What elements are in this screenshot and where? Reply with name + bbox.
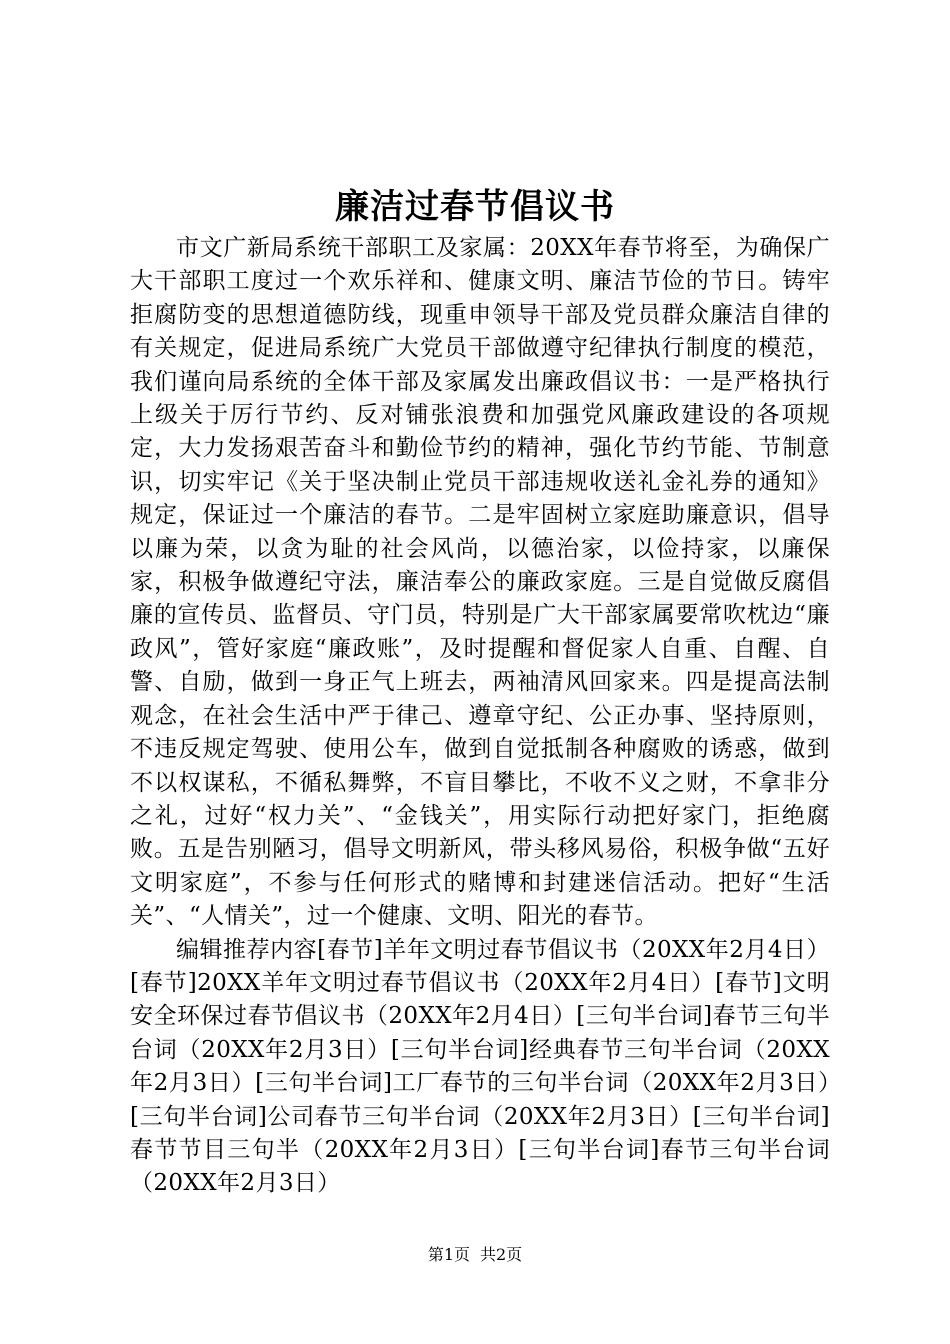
page-number: 第1页 [427, 1245, 470, 1264]
page-footer [0, 1244, 950, 1266]
recommended-content-paragraph: 编辑推荐内容[春节]羊年文明过春节倡议书（20XX年2月4日）[春节]20XX羊年文明过春节倡议书（20XX年2月4日）[春节]文明安全环保过春节倡议书（20XX年2月4日）[三句半台词]春节三句半台词（20XX年2月3日）[三句半台词]经典春节三句半台词（20XX年2月3日）[三句半台词]工厂春节的三句半台词（20XX年2月3日）[三句半台词]公司春节三句半台词（20XX年2月3日）[三句半台词]春节节目三句半（20XX年2月3日）[三句半台词]春节三句半台词（20XX年2月3日） [130, 936, 830, 1197]
body-paragraph: 市文广新局系统干部职工及家属：20XX年春节将至，为确保广大干部职工度过一个欢乐祥和、健康文明、廉洁节俭的节日。铸牢拒腐防变的思想道德防线，现重申领导干部及党员群众廉洁自律的有关规定，促进局系统广大党员干部做遵守纪律执行制度的模范，我们谨向局系统的全体干部及家属发出廉政倡议书：一是严格执行上级关于厉行节约、反对铺张浪费和加强党风廉政建设的各项规定，大力发扬艰苦奋斗和勤俭节约的精神，强化节约节能、节制意识，切实牢记《关于坚决制止党员干部违规收送礼金礼券的通知》规定，保证过一个廉洁的春节。二是牢固树立家庭助廉意识，倡导以廉为荣，以贪为耻的社会风尚，以德治家，以俭持家，以廉保家，积极争做遵纪守法，廉洁奉公的廉政家庭。三是自觉做反腐倡廉的宣传员、监督员、守门员，特别是广大干部家属要常吹枕边“廉政风”，管好家庭“廉政账”，及时提醒和督促家人自重、自醒、自警、自励，做到一身正气上班去，两袖清风回家来。四是提高法制观念，在社会生活中严于律己、遵章守纪、公正办事、坚持原则，不违反规定驾驶、使用公车，做到自觉抵制各种腐败的诱惑，做到不以权谋私，不循私舞弊，不盲目攀比，不收不义之财，不拿非分之礼，过好“权力关”、“金钱关”，用实际行动把好家门，拒绝腐败。五是告别陋习，倡导文明新风，带头移风易俗，积极争做“五好文明家庭”，不参与任何形式的赌博和封建迷信活动。把好“生活关”、“人情关”，过一个健康、文明、阳光的春节。 [130, 235, 830, 930]
document-title: 廉洁过春节倡议书 [335, 187, 615, 227]
document-body [130, 232, 830, 1201]
page-total: 共2页 [480, 1245, 523, 1264]
